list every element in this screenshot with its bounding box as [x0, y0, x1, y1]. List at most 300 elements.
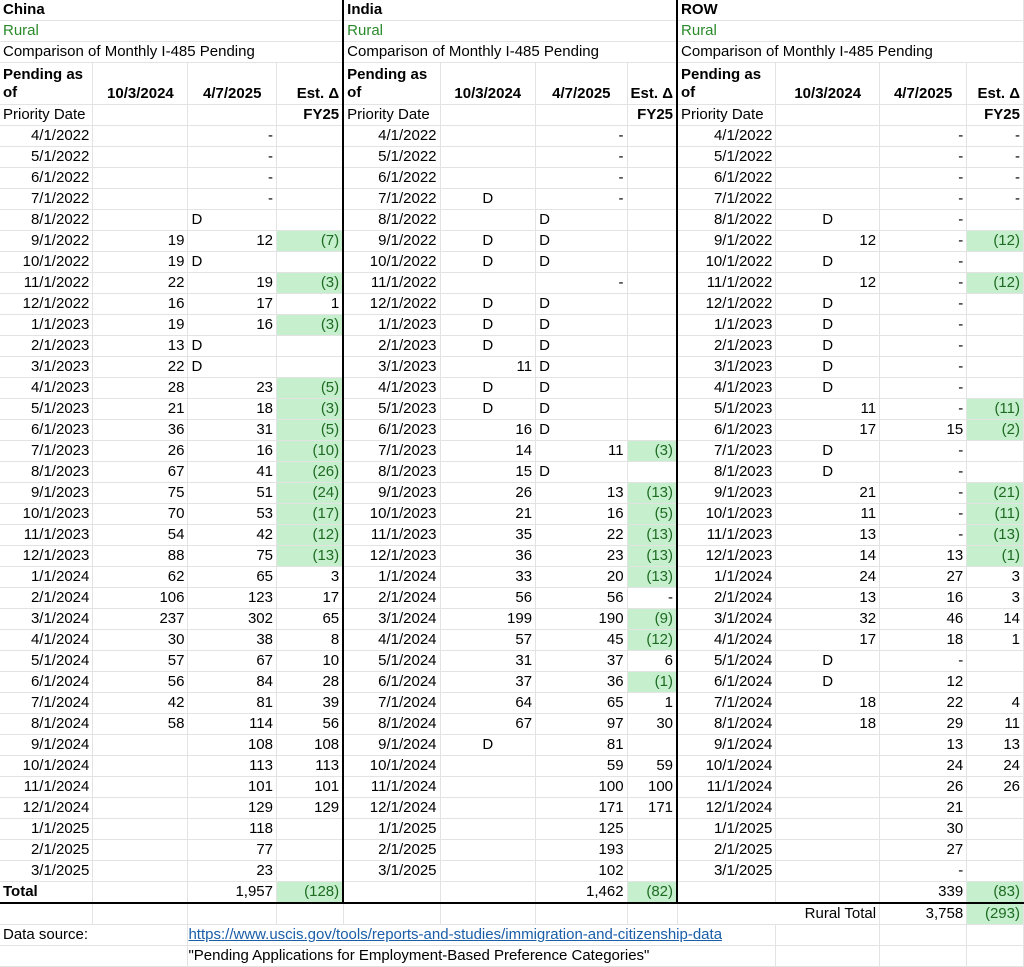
china-est-delta[interactable]: (26)	[277, 462, 344, 483]
china-est-delta[interactable]	[277, 357, 344, 378]
china-est-delta[interactable]: (10)	[277, 441, 344, 462]
china-pending-apr-2025[interactable]: 65	[188, 567, 277, 588]
row-pending-apr-2025[interactable]: -	[880, 483, 967, 504]
row-priority-date[interactable]: 3/1/2023	[677, 357, 776, 378]
china-est-delta[interactable]: 3	[277, 567, 344, 588]
empty-cell[interactable]	[0, 903, 93, 925]
row-pending-apr-2025[interactable]: -	[880, 210, 967, 231]
india-pending-oct-2024[interactable]: 26	[440, 483, 536, 504]
china-est-delta[interactable]: 113	[277, 756, 344, 777]
india-pending-oct-2024[interactable]	[440, 840, 536, 861]
india-pending-apr-2025[interactable]: D	[536, 231, 627, 252]
rural-total-delta[interactable]: (293)	[967, 903, 1024, 925]
china-pending-apr-2025[interactable]: 77	[188, 840, 277, 861]
row-total-delta[interactable]: (83)	[967, 882, 1024, 904]
empty-cell[interactable]	[343, 903, 440, 925]
china-priority-date[interactable]: 6/1/2023	[0, 420, 93, 441]
row-pending-apr-2025[interactable]: -	[880, 189, 967, 210]
india-priority-date[interactable]: 9/1/2022	[343, 231, 440, 252]
india-pending-apr-2025[interactable]: D	[536, 399, 627, 420]
china-pending-oct-2024[interactable]	[93, 735, 188, 756]
row-est-delta[interactable]: (11)	[967, 504, 1024, 525]
india-est-delta[interactable]: (1)	[627, 672, 677, 693]
china-priority-date[interactable]: 3/1/2025	[0, 861, 93, 882]
china-est-delta[interactable]: (3)	[277, 399, 344, 420]
row-pending-apr-2025[interactable]: 24	[880, 756, 967, 777]
china-pending-apr-2025[interactable]: 114	[188, 714, 277, 735]
row-est-delta[interactable]	[967, 819, 1024, 840]
china-pending-apr-2025[interactable]: 38	[188, 630, 277, 651]
india-pending-apr-2025[interactable]: D	[536, 252, 627, 273]
row-est-delta[interactable]	[967, 252, 1024, 273]
india-priority-date[interactable]: 1/1/2025	[343, 819, 440, 840]
india-pending-oct-2024[interactable]: D	[440, 189, 536, 210]
india-pending-apr-2025[interactable]: 56	[536, 588, 627, 609]
china-pending-oct-2024[interactable]: 106	[93, 588, 188, 609]
china-pending-oct-2024[interactable]: 58	[93, 714, 188, 735]
row-pending-apr-2025[interactable]: -	[880, 168, 967, 189]
china-pending-apr-2025[interactable]: 108	[188, 735, 277, 756]
china-pending-apr-2025[interactable]: D	[188, 336, 277, 357]
row-priority-date[interactable]: 4/1/2024	[677, 630, 776, 651]
india-subtitle[interactable]: Rural	[343, 21, 677, 42]
india-pending-oct-2024[interactable]: 57	[440, 630, 536, 651]
china-pending-oct-2024[interactable]: 26	[93, 441, 188, 462]
row-pending-oct-2024[interactable]: D	[776, 252, 880, 273]
china-priority-date[interactable]: 9/1/2024	[0, 735, 93, 756]
india-est-delta[interactable]: (5)	[627, 504, 677, 525]
row-title[interactable]: ROW	[677, 0, 1023, 21]
empty-cell[interactable]	[0, 946, 188, 967]
india-est-delta[interactable]: 100	[627, 777, 677, 798]
china-priority-date[interactable]: 6/1/2024	[0, 672, 93, 693]
row-pending-oct-2024[interactable]	[776, 735, 880, 756]
china-pending-apr-2025[interactable]: 75	[188, 546, 277, 567]
china-est-delta[interactable]: (5)	[277, 420, 344, 441]
india-pending-oct-2024[interactable]: 67	[440, 714, 536, 735]
china-pending-oct-2024[interactable]: 19	[93, 315, 188, 336]
china-priority-date[interactable]: 5/1/2023	[0, 399, 93, 420]
row-est-delta[interactable]	[967, 294, 1024, 315]
india-est-delta[interactable]: 171	[627, 798, 677, 819]
row-priority-date[interactable]: 2/1/2023	[677, 336, 776, 357]
row-est-delta[interactable]	[967, 798, 1024, 819]
row-pending-oct-2024[interactable]	[776, 189, 880, 210]
china-pending-oct-2024[interactable]: 16	[93, 294, 188, 315]
india-priority-date[interactable]: 12/1/2024	[343, 798, 440, 819]
india-est-delta[interactable]	[627, 840, 677, 861]
china-title[interactable]: China	[0, 0, 343, 21]
row-subtitle[interactable]: Rural	[677, 21, 1023, 42]
india-est-delta[interactable]	[627, 231, 677, 252]
china-priority-date[interactable]: 10/1/2024	[0, 756, 93, 777]
china-pending-apr-2025[interactable]: 51	[188, 483, 277, 504]
india-pending-oct-2024[interactable]: 11	[440, 357, 536, 378]
row-priority-date[interactable]: 4/1/2022	[677, 126, 776, 147]
row-pending-header[interactable]	[677, 63, 776, 105]
india-pending-apr-2025[interactable]: D	[536, 378, 627, 399]
row-pending-apr-2025[interactable]: -	[880, 378, 967, 399]
india-priority-date[interactable]: 11/1/2022	[343, 273, 440, 294]
row-pending-oct-2024[interactable]: 13	[776, 525, 880, 546]
india-est-delta[interactable]	[627, 399, 677, 420]
china-pending-oct-2024[interactable]: 22	[93, 357, 188, 378]
india-est-delta[interactable]	[627, 126, 677, 147]
india-priority-date[interactable]: 9/1/2023	[343, 483, 440, 504]
india-priority-date[interactable]: 10/1/2024	[343, 756, 440, 777]
india-pending-oct-2024[interactable]	[440, 147, 536, 168]
row-total-apr-2025[interactable]: 339	[880, 882, 967, 904]
india-est-delta[interactable]	[627, 378, 677, 399]
china-priority-date[interactable]: 1/1/2023	[0, 315, 93, 336]
row-priority-date[interactable]: 10/1/2022	[677, 252, 776, 273]
row-pending-apr-2025[interactable]: -	[880, 126, 967, 147]
row-priority-date[interactable]: 11/1/2022	[677, 273, 776, 294]
india-heading[interactable]: Comparison of Monthly I-485 Pending	[343, 42, 677, 63]
china-pending-oct-2024[interactable]	[93, 210, 188, 231]
china-est-delta[interactable]: 17	[277, 588, 344, 609]
row-est-delta[interactable]: 26	[967, 777, 1024, 798]
india-priority-date[interactable]: 5/1/2022	[343, 147, 440, 168]
china-pending-apr-2025[interactable]: 302	[188, 609, 277, 630]
empty-cell[interactable]	[967, 946, 1024, 967]
china-pending-oct-2024[interactable]	[93, 777, 188, 798]
india-pending-oct-2024[interactable]	[440, 798, 536, 819]
india-est-delta[interactable]	[627, 147, 677, 168]
row-heading[interactable]: Comparison of Monthly I-485 Pending	[677, 42, 1023, 63]
row-pending-oct-2024[interactable]: D	[776, 441, 880, 462]
china-est-delta[interactable]	[277, 189, 344, 210]
india-pending-oct-2024[interactable]: 199	[440, 609, 536, 630]
india-pending-oct-2024[interactable]	[440, 861, 536, 882]
row-pending-oct-2024[interactable]: 24	[776, 567, 880, 588]
rural-total-value[interactable]: 3,758	[880, 903, 967, 925]
china-pending-oct-2024[interactable]: 22	[93, 273, 188, 294]
india-priority-date[interactable]: 7/1/2024	[343, 693, 440, 714]
china-pending-apr-2025[interactable]: 53	[188, 504, 277, 525]
china-pending-oct-2024[interactable]: 70	[93, 504, 188, 525]
india-est-delta[interactable]	[627, 315, 677, 336]
china-est-delta[interactable]: 10	[277, 651, 344, 672]
china-priority-date[interactable]: 5/1/2024	[0, 651, 93, 672]
china-est-delta[interactable]	[277, 336, 344, 357]
row-est-delta[interactable]: -	[967, 147, 1024, 168]
row-priority-date[interactable]: 5/1/2023	[677, 399, 776, 420]
row-est-delta[interactable]: -	[967, 168, 1024, 189]
india-est-delta[interactable]: (3)	[627, 441, 677, 462]
row-priority-date[interactable]: 9/1/2022	[677, 231, 776, 252]
india-pending-oct-2024[interactable]: 31	[440, 651, 536, 672]
china-subtitle[interactable]: Rural	[0, 21, 343, 42]
row-pending-apr-2025[interactable]: -	[880, 315, 967, 336]
india-pending-apr-2025[interactable]: -	[536, 147, 627, 168]
row-priority-date[interactable]: 6/1/2024	[677, 672, 776, 693]
china-pending-oct-2024[interactable]	[93, 189, 188, 210]
row-priority-date[interactable]: 7/1/2023	[677, 441, 776, 462]
india-pending-apr-2025[interactable]: 20	[536, 567, 627, 588]
row-pending-oct-2024[interactable]	[776, 798, 880, 819]
row-est-delta[interactable]: -	[967, 126, 1024, 147]
india-pending-oct-2024[interactable]	[440, 168, 536, 189]
china-pending-apr-2025[interactable]: 23	[188, 861, 277, 882]
row-priority-date[interactable]: 8/1/2022	[677, 210, 776, 231]
row-col-oct-header[interactable]: 10/3/2024	[776, 63, 880, 105]
row-est-delta[interactable]: 14	[967, 609, 1024, 630]
row-pending-apr-2025[interactable]: 12	[880, 672, 967, 693]
china-est-delta[interactable]: 8	[277, 630, 344, 651]
row-est-delta[interactable]	[967, 441, 1024, 462]
row-est-delta[interactable]	[967, 357, 1024, 378]
row-pending-apr-2025[interactable]: 15	[880, 420, 967, 441]
india-priority-date[interactable]: 3/1/2023	[343, 357, 440, 378]
row-est-delta[interactable]: 4	[967, 693, 1024, 714]
china-est-delta[interactable]	[277, 147, 344, 168]
india-priority-date[interactable]: 12/1/2023	[343, 546, 440, 567]
row-col-delta-header[interactable]: Est. Δ	[967, 63, 1024, 105]
row-est-delta[interactable]	[967, 315, 1024, 336]
china-est-delta[interactable]: (24)	[277, 483, 344, 504]
india-pending-oct-2024[interactable]: D	[440, 336, 536, 357]
row-pending-oct-2024[interactable]: D	[776, 378, 880, 399]
row-pending-oct-2024[interactable]: 11	[776, 504, 880, 525]
china-priority-date[interactable]: 3/1/2023	[0, 357, 93, 378]
india-pending-oct-2024[interactable]: 37	[440, 672, 536, 693]
china-pending-oct-2024[interactable]: 88	[93, 546, 188, 567]
china-pending-apr-2025[interactable]: 17	[188, 294, 277, 315]
india-priority-date[interactable]: 7/1/2022	[343, 189, 440, 210]
china-pending-apr-2025[interactable]: 16	[188, 441, 277, 462]
row-col-apr-header[interactable]: 4/7/2025	[880, 63, 967, 105]
china-est-delta[interactable]	[277, 168, 344, 189]
india-priority-date[interactable]: 4/1/2024	[343, 630, 440, 651]
india-priority-date[interactable]: 6/1/2022	[343, 168, 440, 189]
india-priority-date[interactable]: 4/1/2022	[343, 126, 440, 147]
china-pending-apr-2025[interactable]: 23	[188, 378, 277, 399]
india-priority-date[interactable]: 9/1/2024	[343, 735, 440, 756]
india-priority-date[interactable]: 8/1/2023	[343, 462, 440, 483]
china-est-delta[interactable]: (13)	[277, 546, 344, 567]
empty-cell[interactable]	[440, 882, 536, 904]
row-priority-date[interactable]: 9/1/2024	[677, 735, 776, 756]
row-pending-oct-2024[interactable]: 14	[776, 546, 880, 567]
china-pending-oct-2024[interactable]: 28	[93, 378, 188, 399]
india-priority-date[interactable]: 8/1/2022	[343, 210, 440, 231]
china-pending-apr-2025[interactable]: 84	[188, 672, 277, 693]
china-pending-oct-2024[interactable]: 21	[93, 399, 188, 420]
china-pending-apr-2025[interactable]: D	[188, 252, 277, 273]
row-pending-apr-2025[interactable]: -	[880, 462, 967, 483]
china-heading[interactable]: Comparison of Monthly I-485 Pending	[0, 42, 343, 63]
china-est-delta[interactable]: 129	[277, 798, 344, 819]
india-pending-apr-2025[interactable]: 102	[536, 861, 627, 882]
india-est-delta[interactable]	[627, 420, 677, 441]
row-pending-oct-2024[interactable]: D	[776, 294, 880, 315]
row-pending-oct-2024[interactable]: 13	[776, 588, 880, 609]
india-est-delta[interactable]	[627, 168, 677, 189]
china-priority-date[interactable]: 1/1/2025	[0, 819, 93, 840]
china-priority-date[interactable]: 3/1/2024	[0, 609, 93, 630]
row-pending-apr-2025[interactable]: -	[880, 294, 967, 315]
india-pending-apr-2025[interactable]: 11	[536, 441, 627, 462]
india-pending-oct-2024[interactable]: 14	[440, 441, 536, 462]
china-priority-date[interactable]: 8/1/2022	[0, 210, 93, 231]
china-priority-date[interactable]: 5/1/2022	[0, 147, 93, 168]
row-pending-apr-2025[interactable]: -	[880, 252, 967, 273]
china-pending-apr-2025[interactable]: 81	[188, 693, 277, 714]
china-priority-date[interactable]: 7/1/2023	[0, 441, 93, 462]
india-pending-apr-2025[interactable]: 193	[536, 840, 627, 861]
india-est-delta[interactable]: 59	[627, 756, 677, 777]
row-priority-date[interactable]: 7/1/2022	[677, 189, 776, 210]
rural-total-label[interactable]: Rural Total	[677, 903, 880, 925]
india-title[interactable]: India	[343, 0, 677, 21]
india-pending-oct-2024[interactable]: D	[440, 294, 536, 315]
empty-cell[interactable]	[880, 925, 967, 946]
row-priority-date[interactable]: 6/1/2022	[677, 168, 776, 189]
row-priority-date[interactable]: 10/1/2024	[677, 756, 776, 777]
india-pending-apr-2025[interactable]: 125	[536, 819, 627, 840]
empty-cell[interactable]	[188, 903, 277, 925]
china-est-delta[interactable]: 56	[277, 714, 344, 735]
india-pending-oct-2024[interactable]: 33	[440, 567, 536, 588]
china-pending-oct-2024[interactable]: 237	[93, 609, 188, 630]
china-priority-date[interactable]: 11/1/2022	[0, 273, 93, 294]
china-pending-apr-2025[interactable]: 18	[188, 399, 277, 420]
china-priority-date[interactable]: 4/1/2023	[0, 378, 93, 399]
empty-cell[interactable]	[627, 903, 677, 925]
row-pending-apr-2025[interactable]: 18	[880, 630, 967, 651]
india-pending-oct-2024[interactable]: D	[440, 315, 536, 336]
row-pending-apr-2025[interactable]: 46	[880, 609, 967, 630]
india-est-delta[interactable]: (13)	[627, 567, 677, 588]
india-priority-date[interactable]: 10/1/2022	[343, 252, 440, 273]
row-pending-apr-2025[interactable]: 26	[880, 777, 967, 798]
india-priority-date[interactable]: 1/1/2023	[343, 315, 440, 336]
empty-cell[interactable]	[967, 925, 1024, 946]
china-pending-oct-2024[interactable]: 36	[93, 420, 188, 441]
row-est-delta[interactable]: (21)	[967, 483, 1024, 504]
row-pending-apr-2025[interactable]: 27	[880, 840, 967, 861]
row-pending-apr-2025[interactable]: 16	[880, 588, 967, 609]
china-priority-date[interactable]: 11/1/2024	[0, 777, 93, 798]
empty-cell[interactable]	[343, 882, 440, 904]
india-pending-apr-2025[interactable]: -	[536, 168, 627, 189]
row-priority-date[interactable]: 2/1/2024	[677, 588, 776, 609]
india-est-delta[interactable]	[627, 273, 677, 294]
india-pending-apr-2025[interactable]: D	[536, 336, 627, 357]
empty-cell[interactable]	[776, 882, 880, 904]
india-pending-apr-2025[interactable]: 100	[536, 777, 627, 798]
india-pending-oct-2024[interactable]: D	[440, 378, 536, 399]
india-est-delta[interactable]: 6	[627, 651, 677, 672]
row-pending-oct-2024[interactable]: 12	[776, 231, 880, 252]
india-est-delta[interactable]	[627, 252, 677, 273]
row-pending-apr-2025[interactable]: 13	[880, 546, 967, 567]
china-pending-oct-2024[interactable]: 62	[93, 567, 188, 588]
india-pending-oct-2024[interactable]: 16	[440, 420, 536, 441]
row-pending-oct-2024[interactable]: 17	[776, 630, 880, 651]
row-est-delta[interactable]: 3	[967, 588, 1024, 609]
china-pending-oct-2024[interactable]	[93, 126, 188, 147]
row-est-delta[interactable]	[967, 840, 1024, 861]
china-pending-apr-2025[interactable]: D	[188, 210, 277, 231]
row-est-delta[interactable]: (1)	[967, 546, 1024, 567]
row-est-delta[interactable]	[967, 378, 1024, 399]
india-est-delta[interactable]: 1	[627, 693, 677, 714]
india-priority-date[interactable]: 6/1/2024	[343, 672, 440, 693]
china-est-delta[interactable]	[277, 126, 344, 147]
row-priority-date[interactable]: 7/1/2024	[677, 693, 776, 714]
row-priority-date[interactable]: 12/1/2023	[677, 546, 776, 567]
india-pending-apr-2025[interactable]: 65	[536, 693, 627, 714]
india-pending-oct-2024[interactable]: D	[440, 252, 536, 273]
india-priority-date[interactable]: 4/1/2023	[343, 378, 440, 399]
total-label[interactable]: Total	[0, 882, 93, 904]
china-est-delta[interactable]: 28	[277, 672, 344, 693]
row-pending-apr-2025[interactable]: 29	[880, 714, 967, 735]
china-est-delta[interactable]	[277, 210, 344, 231]
china-priority-date[interactable]: 8/1/2024	[0, 714, 93, 735]
india-pending-oct-2024[interactable]: 56	[440, 588, 536, 609]
china-pending-apr-2025[interactable]: -	[188, 189, 277, 210]
india-pending-apr-2025[interactable]: D	[536, 294, 627, 315]
india-pending-oct-2024[interactable]	[440, 273, 536, 294]
row-est-delta[interactable]: (11)	[967, 399, 1024, 420]
empty-cell[interactable]	[776, 105, 880, 126]
china-pending-oct-2024[interactable]: 19	[93, 231, 188, 252]
row-priority-date[interactable]: 12/1/2022	[677, 294, 776, 315]
china-est-delta[interactable]: (3)	[277, 315, 344, 336]
row-priority-date[interactable]: 5/1/2024	[677, 651, 776, 672]
row-pending-oct-2024[interactable]: D	[776, 462, 880, 483]
china-est-delta[interactable]	[277, 819, 344, 840]
row-priority-date-label[interactable]: Priority Date	[677, 105, 776, 126]
china-pending-oct-2024[interactable]: 13	[93, 336, 188, 357]
india-est-delta[interactable]: (13)	[627, 525, 677, 546]
india-est-delta[interactable]: (13)	[627, 483, 677, 504]
row-priority-date[interactable]: 11/1/2023	[677, 525, 776, 546]
china-pending-oct-2024[interactable]	[93, 147, 188, 168]
row-est-delta[interactable]: 3	[967, 567, 1024, 588]
data-source-note[interactable]: "Pending Applications for Employment-Based Preference Categories"	[188, 946, 776, 967]
china-est-delta[interactable]: (3)	[277, 273, 344, 294]
row-pending-oct-2024[interactable]: D	[776, 357, 880, 378]
row-priority-date[interactable]: 12/1/2024	[677, 798, 776, 819]
china-priority-date[interactable]: 4/1/2022	[0, 126, 93, 147]
empty-cell[interactable]	[677, 882, 776, 904]
row-priority-date[interactable]: 2/1/2025	[677, 840, 776, 861]
row-pending-oct-2024[interactable]: D	[776, 651, 880, 672]
india-est-delta[interactable]	[627, 189, 677, 210]
row-est-delta[interactable]	[967, 861, 1024, 882]
india-pending-apr-2025[interactable]: 97	[536, 714, 627, 735]
china-pending-oct-2024[interactable]: 67	[93, 462, 188, 483]
india-pending-apr-2025[interactable]: 13	[536, 483, 627, 504]
china-col-delta-header[interactable]: Est. Δ	[277, 63, 344, 105]
row-priority-date[interactable]: 5/1/2022	[677, 147, 776, 168]
china-col-oct-header[interactable]: 10/3/2024	[93, 63, 188, 105]
china-pending-oct-2024[interactable]: 42	[93, 693, 188, 714]
india-priority-date[interactable]: 7/1/2023	[343, 441, 440, 462]
india-est-delta[interactable]: (12)	[627, 630, 677, 651]
india-total-apr-2025[interactable]: 1,462	[536, 882, 627, 904]
row-est-delta[interactable]	[967, 651, 1024, 672]
india-pending-apr-2025[interactable]: 37	[536, 651, 627, 672]
china-pending-apr-2025[interactable]: 16	[188, 315, 277, 336]
india-pending-apr-2025[interactable]: 23	[536, 546, 627, 567]
row-pending-oct-2024[interactable]: 18	[776, 714, 880, 735]
china-priority-date-label[interactable]: Priority Date	[0, 105, 93, 126]
